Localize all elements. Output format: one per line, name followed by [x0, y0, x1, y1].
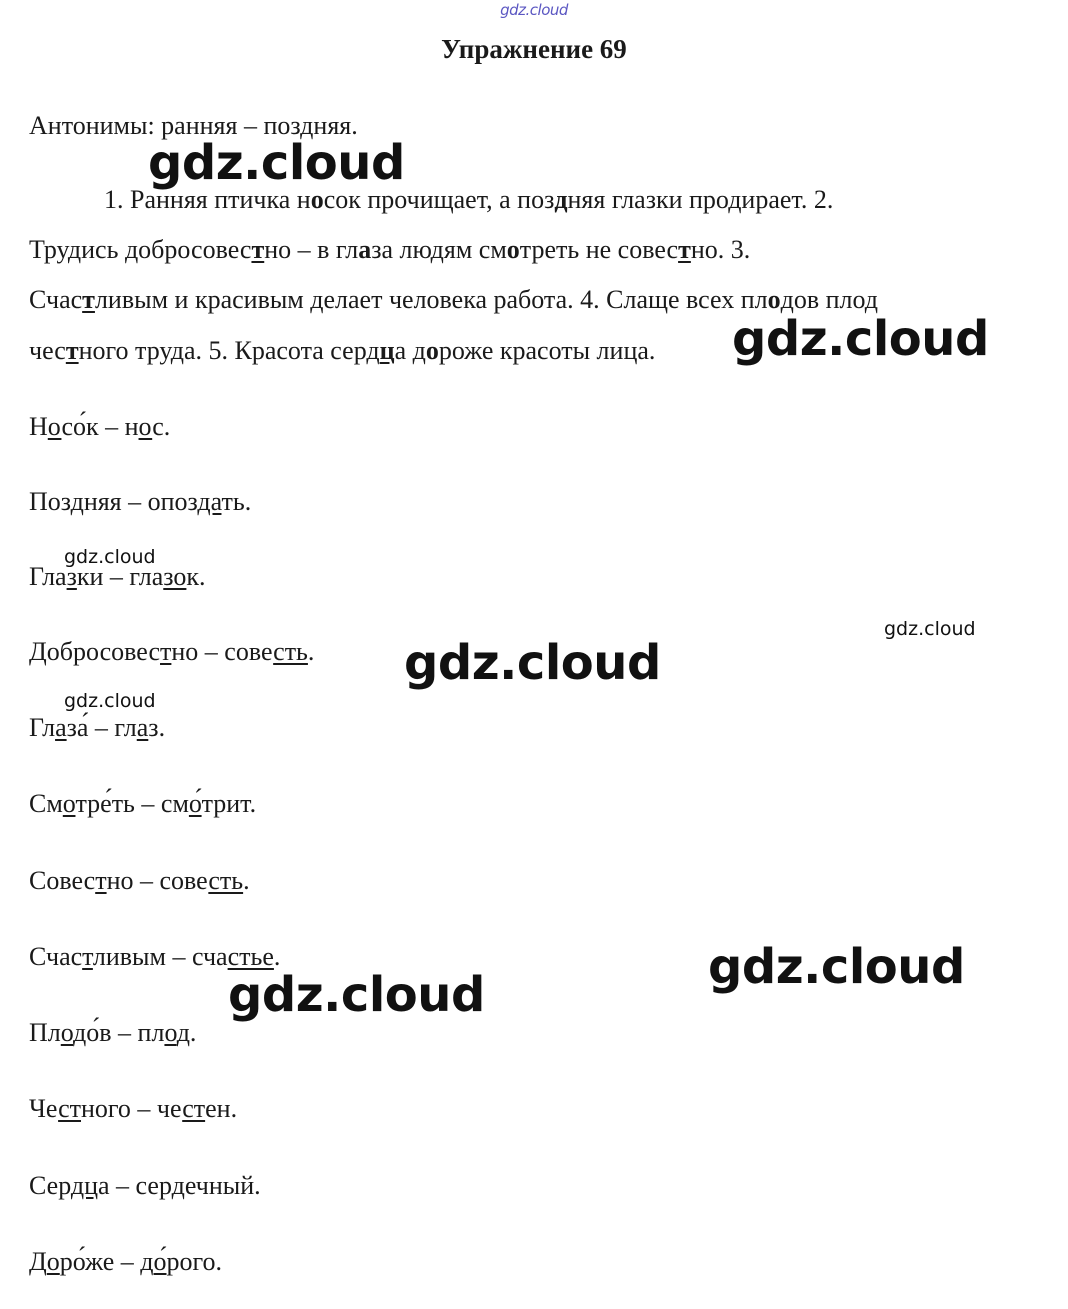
- proverb-line-3: Счастливым и красивым делает человека работа. 4. Слаще всех плодов плод: [29, 285, 878, 314]
- watermark: gdz.cloud: [404, 635, 661, 691]
- word-pair-7: Совестно – совесть.: [29, 866, 250, 895]
- word-pair-3: Глазки – глазок.: [29, 562, 206, 591]
- antonyms-line: Антонимы: ранняя – поздняя.: [29, 111, 358, 140]
- word-pair-6: Смотре́ть – смо́трит.: [29, 789, 257, 818]
- proverb-line-2: Трудись добросовестно – в глаза людям смотреть не совестно. 3.: [29, 235, 751, 264]
- word-pair-11: Сердца – сердечный.: [29, 1171, 261, 1200]
- watermark: gdz.cloud: [732, 311, 989, 367]
- watermark: gdz.cloud: [228, 967, 485, 1023]
- watermark: gdz.cloud: [708, 939, 965, 995]
- watermark: gdz.cloud: [64, 690, 156, 712]
- word-pair-4: Добросовестно – совесть.: [29, 637, 315, 666]
- word-pair-1: Носо́к – нос.: [29, 412, 171, 441]
- word-pair-10: Честного – честен.: [29, 1094, 238, 1123]
- word-pair-9: Плодо́в – плод.: [29, 1018, 197, 1047]
- proverb-line-4: честного труда. 5. Красота сердца дороже красоты лица.: [29, 336, 656, 365]
- watermark: gdz.cloud: [884, 618, 976, 640]
- word-pair-12: Доро́же – до́рого.: [29, 1247, 223, 1276]
- word-pair-2: Поздняя – опоздать.: [29, 487, 252, 516]
- watermark-top: gdz.cloud: [500, 1, 568, 19]
- word-pair-5: Глаза́ – глаз.: [29, 713, 166, 742]
- watermark: gdz.cloud: [148, 135, 405, 191]
- exercise-title: Упражнение 69: [441, 34, 627, 64]
- proverb-line-1: 1. Ранняя птичка носок прочищает, а поздняя глазки продирает. 2.: [104, 185, 834, 214]
- watermark: gdz.cloud: [64, 546, 156, 568]
- word-pair-8: Счастливым – счастье.: [29, 942, 281, 971]
